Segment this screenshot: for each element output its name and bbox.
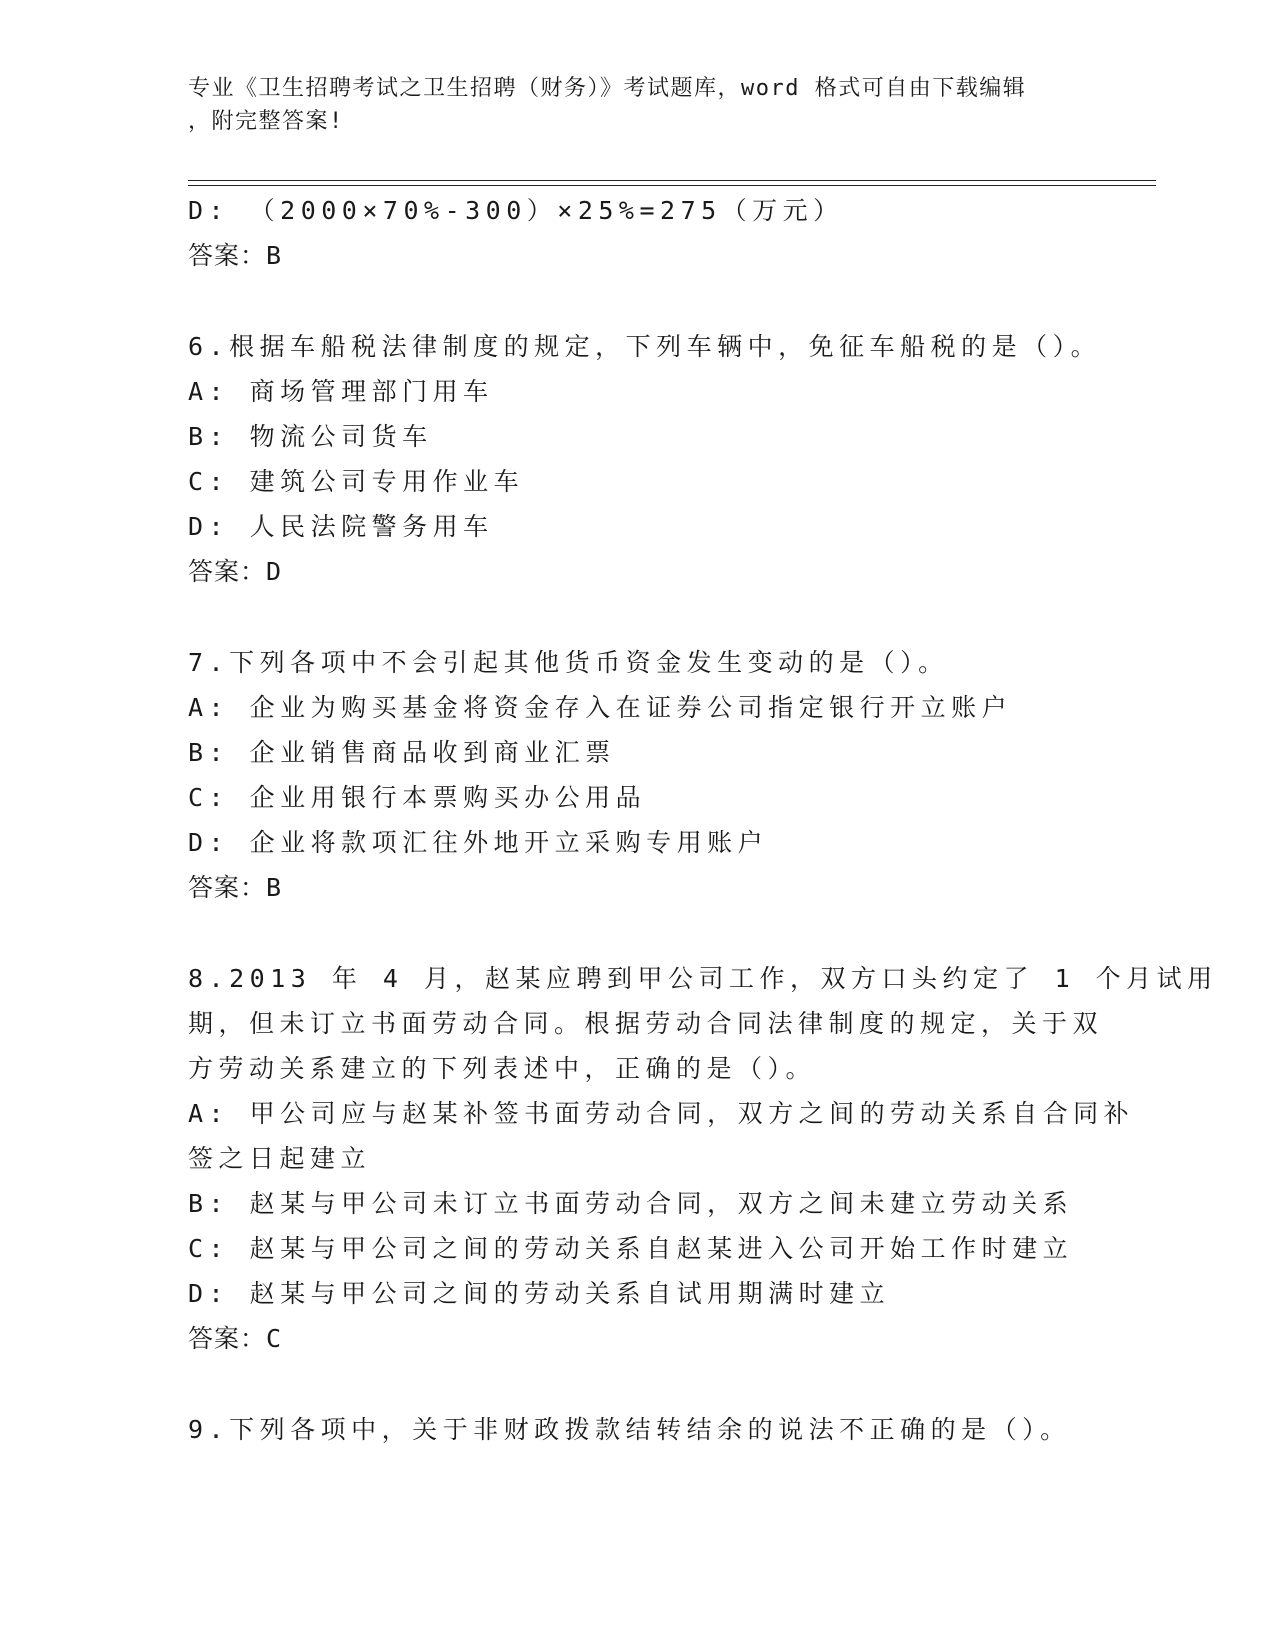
- question-stem-line-1: 8.2013 年 4 月，赵某应聘到甲公司工作，双方口头约定了 1 个月试用: [188, 964, 1218, 993]
- option-c: C: 企业用银行本票购买办公用品: [188, 783, 647, 812]
- answer: 答案：D: [188, 557, 283, 586]
- question-content: [188, 188, 1218, 1452]
- option-a-line-2: 签之日起建立: [188, 1144, 372, 1173]
- spacer: [188, 594, 1088, 640]
- option-d: D: 企业将款项汇往外地开立采购专用账户: [188, 828, 769, 857]
- question-9: [188, 1407, 1088, 1452]
- answer: 答案：B: [188, 873, 283, 902]
- prev-option-d: D: （2000×70%-300）×25%=275（万元）: [188, 196, 844, 225]
- option-b: B: 企业销售商品收到商业汇票: [188, 738, 616, 767]
- spacer: [188, 910, 1088, 956]
- question-stem-line-2: 期，但未订立书面劳动合同。根据劳动合同法律制度的规定，关于双: [188, 1009, 1104, 1038]
- document-header: [188, 72, 1088, 138]
- option-a: A: 商场管理部门用车: [188, 377, 494, 406]
- question-6: [188, 324, 1102, 594]
- question-stem-line-3: 方劳动关系建立的下列表述中，正确的是（）。: [188, 1054, 817, 1083]
- option-b: B: 赵某与甲公司未订立书面劳动合同，双方之间未建立劳动关系: [188, 1189, 1074, 1218]
- option-c: C: 赵某与甲公司之间的劳动关系自赵某进入公司开始工作时建立: [188, 1234, 1074, 1263]
- option-d: D: 人民法院警务用车: [188, 512, 494, 541]
- header-divider: [188, 180, 1156, 186]
- header-title-line: 专业《卫生招聘考试之卫生招聘（财务）》考试题库，word 格式可自由下载编辑: [188, 76, 1027, 101]
- option-a-line-1: A: 甲公司应与赵某补签书面劳动合同，双方之间的劳动关系自合同补: [188, 1099, 1135, 1128]
- spacer: [188, 278, 1088, 324]
- question-stem: 6.根据车船税法律制度的规定，下列车辆中，免征车船税的是（）。: [188, 332, 1102, 361]
- prev-answer: 答案：B: [188, 241, 283, 270]
- option-d: D: 赵某与甲公司之间的劳动关系自试用期满时建立: [188, 1279, 891, 1308]
- question-7: [188, 640, 1088, 910]
- question-8: [188, 956, 1218, 1361]
- question-stem: 9.下列各项中，关于非财政拨款结转结余的说法不正确的是（）。: [188, 1415, 1071, 1444]
- option-c: C: 建筑公司专用作业车: [188, 467, 525, 496]
- option-b: B: 物流公司货车: [188, 422, 433, 451]
- header-subtitle-line: ，附完整答案!: [188, 109, 344, 134]
- option-a: A: 企业为购买基金将资金存入在证券公司指定银行开立账户: [188, 693, 1013, 722]
- answer: 答案：C: [188, 1324, 283, 1353]
- spacer: [188, 1361, 1088, 1407]
- question-stem: 7.下列各项中不会引起其他货币资金发生变动的是（）。: [188, 648, 949, 677]
